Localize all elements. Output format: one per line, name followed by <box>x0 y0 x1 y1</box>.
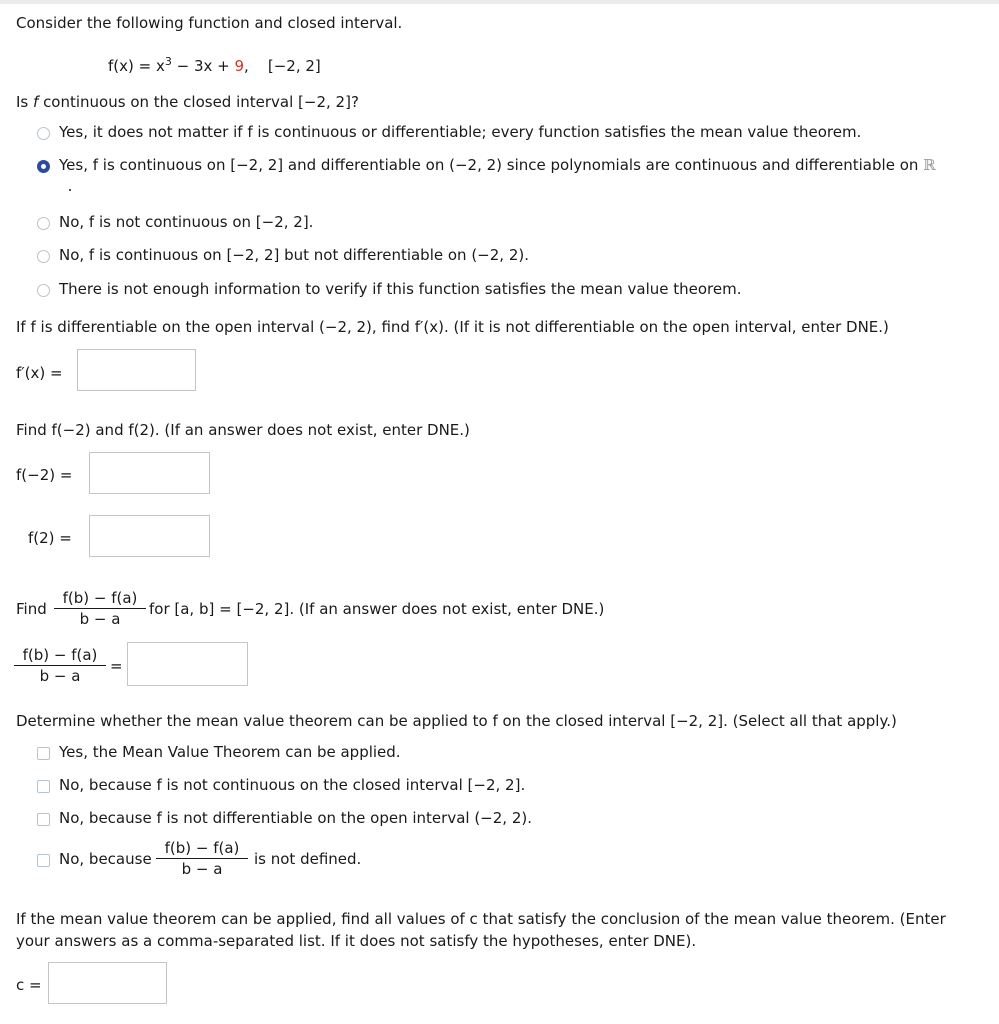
q4-fraction-num: f(b) − f(a) <box>62 589 138 607</box>
q5-option-4-post[interactable]: is not defined. <box>254 850 362 868</box>
f-prime-input[interactable] <box>77 349 196 391</box>
q1-option-5-radio[interactable] <box>37 284 50 297</box>
q1-option-2-radio[interactable] <box>37 160 50 173</box>
q4-fraction-den: b − a <box>79 610 121 628</box>
q6-label: c = <box>16 976 42 994</box>
q1-option-3-radio[interactable] <box>37 217 50 230</box>
period-dot <box>69 189 71 191</box>
function-constant: 9 <box>234 57 245 75</box>
q5-option-4-fraction-num: f(b) − f(a) <box>164 839 240 857</box>
q6-line-2: your answers as a comma-separated list. If it does not satisfy the hypotheses, enter DNE). <box>16 932 697 950</box>
real-numbers-symbol: ℝ <box>923 156 936 174</box>
q5-option-3-label[interactable]: No, because f is not differentiable on the open interval (−2, 2). <box>59 809 532 827</box>
q1-option-1-label[interactable]: Yes, it does not matter if f is continuous or differentiable; every function satisfies the mean value theorem. <box>59 123 862 141</box>
q1-option-4-label[interactable]: No, f is continuous on [−2, 2] but not differentiable on (−2, 2). <box>59 246 529 264</box>
q1-prompt-f: f <box>33 93 39 111</box>
q4-equals: = <box>110 657 123 675</box>
q1-prompt-post: continuous on the closed interval [−2, 2]? <box>38 93 359 111</box>
q4-answer-fraction-num: f(b) − f(a) <box>22 646 98 664</box>
q5-prompt: Determine whether the mean value theorem can be applied to f on the closed interval [−2, 2]. (Select all that apply.) <box>16 712 897 730</box>
q5-option-1-label[interactable]: Yes, the Mean Value Theorem can be applied. <box>59 743 401 761</box>
q1-option-3-label[interactable]: No, f is not continuous on [−2, 2]. <box>59 213 314 231</box>
f-2-input[interactable] <box>89 515 210 557</box>
q4-suffix: for [a, b] = [−2, 2]. (If an answer does not exist, enter DNE.) <box>149 600 605 618</box>
function-definition <box>108 55 321 75</box>
f-neg2-input[interactable] <box>89 452 210 494</box>
q1-prompt-pre: Is <box>16 93 34 111</box>
function-lhs: f(x) = x <box>108 57 165 75</box>
q5-option-4-fraction-bar <box>156 858 248 859</box>
q1-prompt <box>16 93 359 111</box>
q4-answer-fraction-bar <box>14 665 106 666</box>
function-comma: , <box>244 57 249 75</box>
q4-fraction <box>54 589 146 628</box>
q2-prompt: If f is differentiable on the open interval (−2, 2), find f′(x). (If it is not differentiable on the open interval, enter DNE.) <box>16 318 889 336</box>
q5-option-3-checkbox[interactable] <box>37 813 50 826</box>
q4-fraction-bar <box>54 608 146 609</box>
difference-quotient-input[interactable] <box>127 642 248 686</box>
q1-option-2-text: Yes, f is continuous on [−2, 2] and differentiable on (−2, 2) since polynomials are continuous and differentiable on <box>59 156 919 174</box>
function-middle: − 3x + <box>171 57 235 75</box>
q6-line-1: If the mean value theorem can be applied, find all values of c that satisfy the conclusion of the mean value theorem. (Enter <box>16 910 946 928</box>
intro-text: Consider the following function and closed interval. <box>16 14 403 32</box>
q3-prompt: Find f(−2) and f(2). (If an answer does not exist, enter DNE.) <box>16 421 470 439</box>
function-interval: [−2, 2] <box>267 57 321 75</box>
q1-option-2-label[interactable] <box>59 156 936 174</box>
q5-option-4-pre[interactable]: No, because <box>59 850 152 868</box>
q5-option-4-fraction-den: b − a <box>181 860 223 878</box>
q5-option-2-checkbox[interactable] <box>37 780 50 793</box>
q1-option-1-radio[interactable] <box>37 127 50 140</box>
q5-option-4-checkbox[interactable] <box>37 854 50 867</box>
q5-option-1-checkbox[interactable] <box>37 747 50 760</box>
q4-answer-fraction-den: b − a <box>39 667 81 685</box>
q1-option-5-label[interactable]: There is not enough information to verify if this function satisfies the mean value theorem. <box>59 280 742 298</box>
top-divider <box>0 0 999 4</box>
function-exponent: 3 <box>164 55 172 68</box>
q2-label: f′(x) = <box>16 364 63 382</box>
c-values-input[interactable] <box>48 962 167 1004</box>
q4-find: Find <box>16 600 47 618</box>
q5-option-4-fraction <box>156 839 248 878</box>
q5-option-2-label[interactable]: No, because f is not continuous on the closed interval [−2, 2]. <box>59 776 526 794</box>
q3-label-b: f(2) = <box>28 529 72 547</box>
q1-option-4-radio[interactable] <box>37 250 50 263</box>
q4-answer-fraction <box>14 646 106 685</box>
q3-label-a: f(−2) = <box>16 466 73 484</box>
